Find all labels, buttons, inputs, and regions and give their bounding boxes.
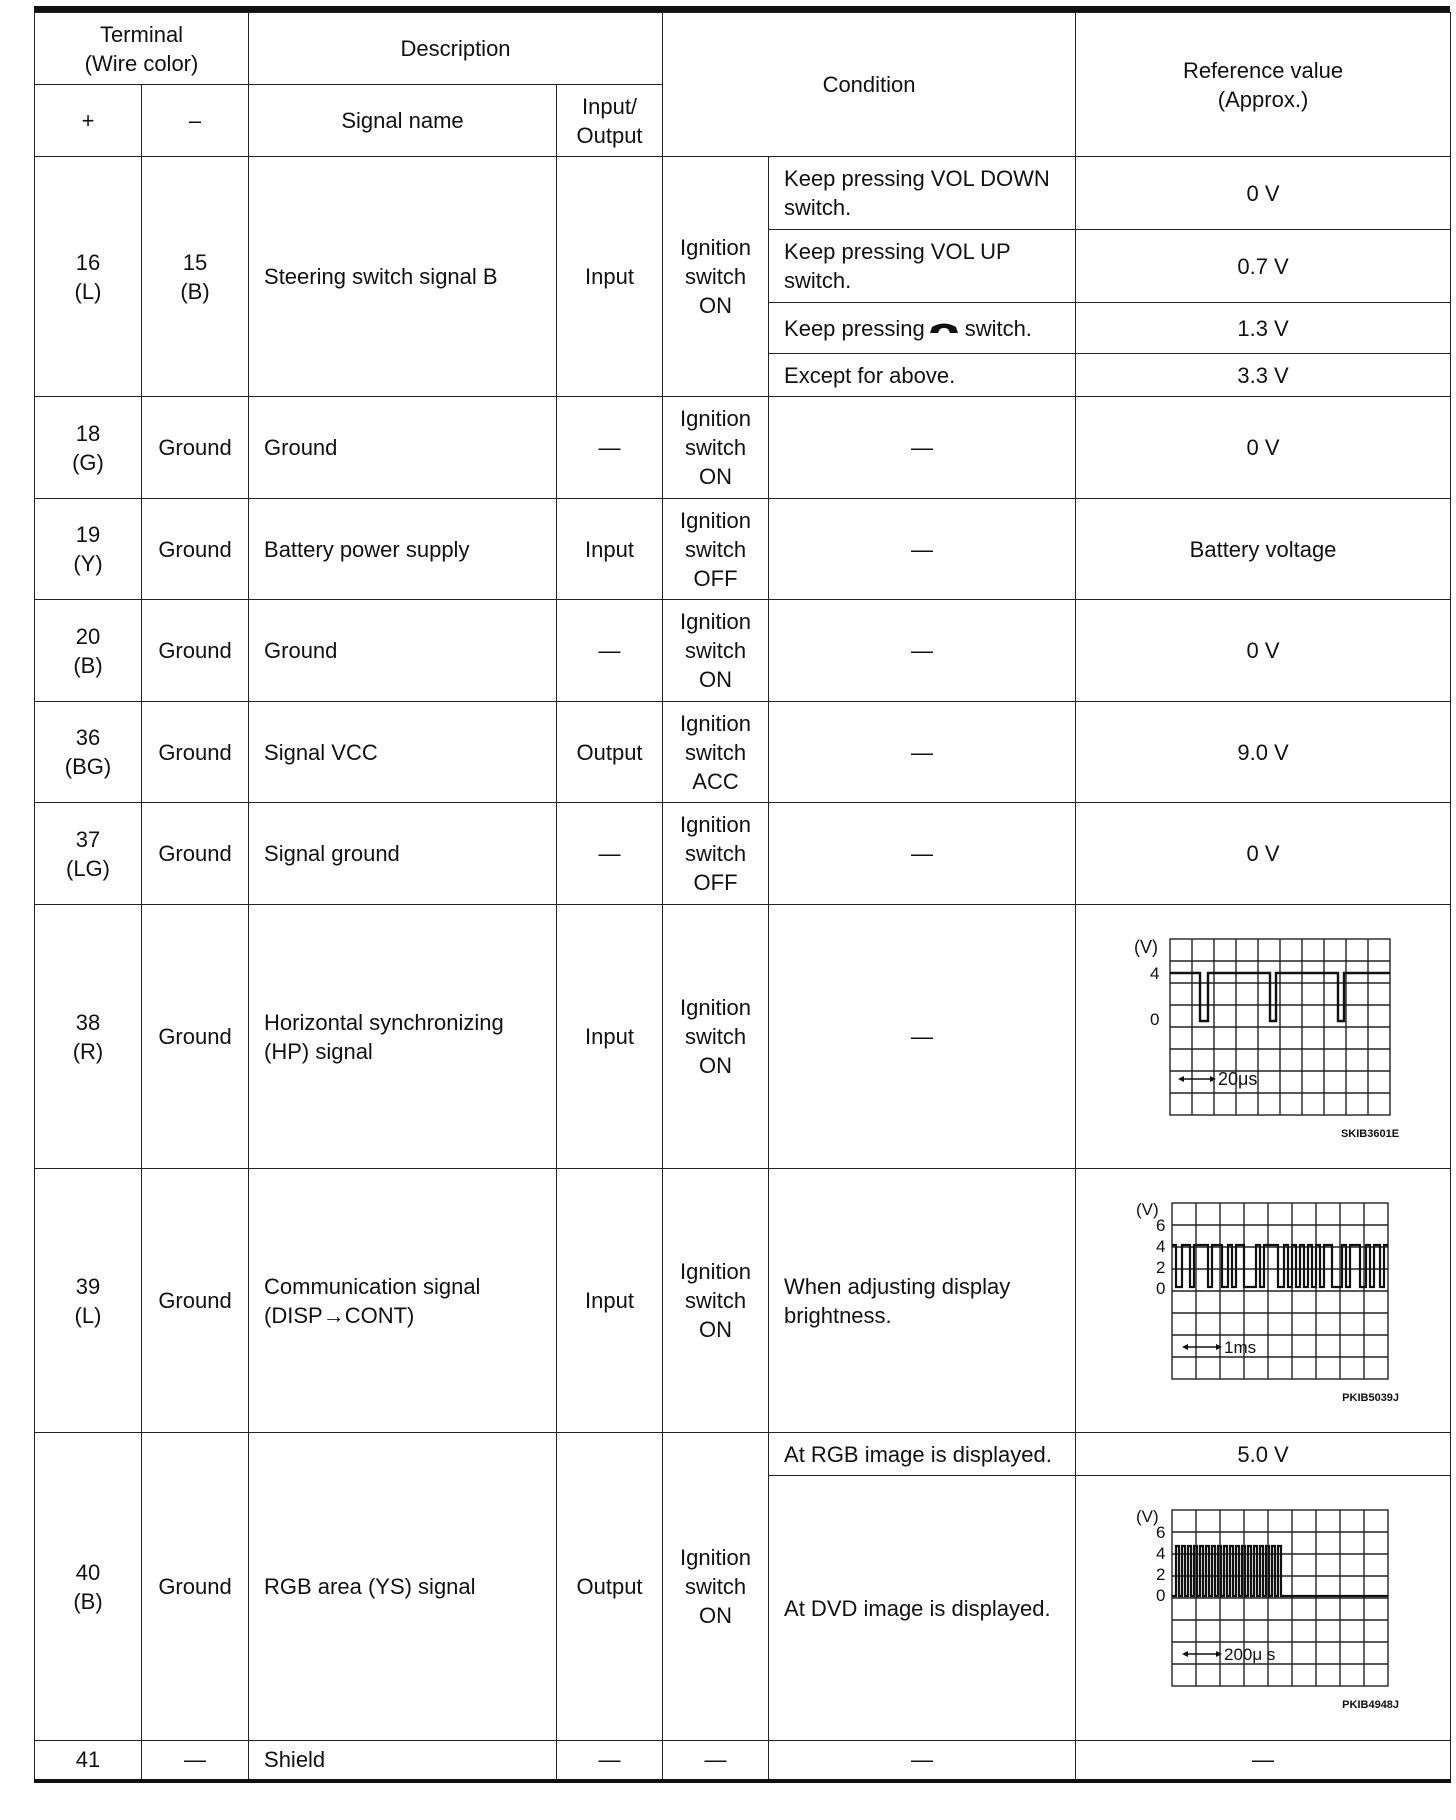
- waveform-grid: [1170, 939, 1390, 1115]
- wave-unit-label: (V): [1136, 1199, 1159, 1219]
- signal-name-cell: Horizontal synchronizing (HP) signal: [249, 905, 557, 1169]
- table-row: [35, 1433, 1451, 1476]
- ignition-cell: Ignition switch ON: [663, 1433, 769, 1741]
- condition-cell: At DVD image is displayed.: [769, 1476, 1076, 1741]
- terminal-cell: 39 (L): [35, 1169, 142, 1433]
- wave-y-tick: 4: [1156, 1544, 1166, 1563]
- value-cell: 9.0 V: [1076, 702, 1451, 803]
- io-cell: Output: [557, 702, 663, 803]
- wave-y-tick: 6: [1156, 1523, 1166, 1542]
- negative-terminal-cell: Ground: [142, 1169, 249, 1433]
- value-cell: 0 V: [1076, 600, 1451, 702]
- condition-cell: —: [769, 499, 1076, 600]
- negative-terminal-cell: —: [142, 1741, 249, 1781]
- negative-terminal-cell: Ground: [142, 1433, 249, 1741]
- header-plus: +: [35, 85, 142, 157]
- value-cell: —: [1076, 1741, 1451, 1781]
- io-cell: Input: [557, 157, 663, 397]
- ignition-cell: Ignition switch ON: [663, 600, 769, 702]
- ignition-cell: —: [663, 1741, 769, 1781]
- wave-y-tick: 2: [1156, 1257, 1166, 1277]
- io-cell: —: [557, 1741, 663, 1781]
- wave-y-tick: 2: [1156, 1565, 1166, 1584]
- communication-signal-trace: [1172, 1245, 1388, 1287]
- header-input-output: Input/ Output: [557, 85, 663, 157]
- io-cell: —: [557, 397, 663, 499]
- negative-terminal-cell: Ground: [142, 397, 249, 499]
- waveform-cell: [1076, 1476, 1451, 1741]
- io-cell: —: [557, 803, 663, 905]
- figure-id: PKIB5039J: [1342, 1391, 1400, 1404]
- wave-unit-label: (V): [1136, 1507, 1159, 1526]
- waveform-grid: [1172, 1203, 1388, 1379]
- header-signal-name: Signal name: [249, 85, 557, 157]
- figure-id: SKIB3601E: [1340, 1127, 1400, 1140]
- condition-cell: —: [769, 702, 1076, 803]
- terminal-reference-table: [34, 12, 1451, 1783]
- table-row: [35, 499, 1451, 600]
- io-cell: Input: [557, 1169, 663, 1433]
- condition-cell: Except for above.: [769, 354, 1076, 397]
- waveform-cell: [1076, 1169, 1451, 1433]
- signal-name-cell: Ground: [249, 397, 557, 499]
- rgb-area-signal-waveform: [1128, 1504, 1398, 1694]
- value-cell: Battery voltage: [1076, 499, 1451, 600]
- condition-cell: Keep pressing VOL DOWN switch.: [769, 157, 1076, 230]
- value-cell: 0 V: [1076, 803, 1451, 905]
- signal-name-cell: Ground: [249, 600, 557, 702]
- io-cell: Input: [557, 905, 663, 1169]
- wave-y-tick: 0: [1150, 1009, 1160, 1029]
- terminal-cell: 19 (Y): [35, 499, 142, 600]
- table-row: [35, 157, 1451, 230]
- waveform-grid: [1172, 1510, 1388, 1686]
- signal-name-cell: RGB area (YS) signal: [249, 1433, 557, 1741]
- hp-signal-waveform: [1128, 933, 1398, 1123]
- signal-name-cell: Signal VCC: [249, 702, 557, 803]
- io-cell: Output: [557, 1433, 663, 1741]
- condition-cell: —: [769, 600, 1076, 702]
- phone-icon: [929, 322, 959, 334]
- table-row: [35, 397, 1451, 499]
- value-cell: 3.3 V: [1076, 354, 1451, 397]
- condition-cell: —: [769, 397, 1076, 499]
- signal-name-cell: Signal ground: [249, 803, 557, 905]
- value-cell: 1.3 V: [1076, 303, 1451, 354]
- negative-terminal-cell: Ground: [142, 905, 249, 1169]
- terminal-cell: 20 (B): [35, 600, 142, 702]
- ignition-cell: Ignition switch ACC: [663, 702, 769, 803]
- terminal-cell: 38 (R): [35, 905, 142, 1169]
- io-cell: Input: [557, 499, 663, 600]
- signal-name-cell: Steering switch signal B: [249, 157, 557, 397]
- signal-name-cell: Battery power supply: [249, 499, 557, 600]
- ignition-cell: Ignition switch ON: [663, 905, 769, 1169]
- header-row-1: [35, 13, 1451, 85]
- wave-y-tick: 6: [1156, 1215, 1166, 1235]
- header-minus: –: [142, 85, 249, 157]
- condition-cell: —: [769, 1741, 1076, 1781]
- condition-cell: When adjusting display brightness.: [769, 1169, 1076, 1433]
- ignition-cell: Ignition switch ON: [663, 157, 769, 397]
- negative-terminal-cell: Ground: [142, 803, 249, 905]
- condition-cell: —: [769, 803, 1076, 905]
- header-condition: Condition: [663, 13, 1076, 157]
- table-row: [35, 1741, 1451, 1781]
- wave-scale-label: 200μ s: [1224, 1645, 1276, 1664]
- signal-name-cell: Communication signal (DISP→CONT): [249, 1169, 557, 1433]
- signal-name-cell: Shield: [249, 1741, 557, 1781]
- table-row: [35, 600, 1451, 702]
- header-reference-value: Reference value (Approx.): [1076, 13, 1451, 157]
- ignition-cell: Ignition switch ON: [663, 397, 769, 499]
- table-row: [35, 702, 1451, 803]
- value-cell: 0 V: [1076, 157, 1451, 230]
- io-cell: —: [557, 600, 663, 702]
- terminal-cell: 37 (LG): [35, 803, 142, 905]
- terminal-cell: 36 (BG): [35, 702, 142, 803]
- table-row: [35, 1169, 1451, 1433]
- wave-unit-label: (V): [1134, 936, 1159, 957]
- condition-cell: At RGB image is displayed.: [769, 1433, 1076, 1476]
- ignition-cell: Ignition switch OFF: [663, 803, 769, 905]
- wave-y-tick: 4: [1156, 1236, 1166, 1256]
- communication-signal-waveform: [1128, 1197, 1398, 1387]
- value-cell: 0.7 V: [1076, 230, 1451, 303]
- terminal-cell: 18 (G): [35, 397, 142, 499]
- condition-cell: Keep pressing VOL UP switch.: [769, 230, 1076, 303]
- wave-y-tick: 0: [1156, 1278, 1166, 1298]
- ignition-cell: Ignition switch OFF: [663, 499, 769, 600]
- terminal-cell: 40 (B): [35, 1433, 142, 1741]
- negative-terminal-cell: Ground: [142, 600, 249, 702]
- header-description: Description: [249, 13, 663, 85]
- negative-terminal-cell: Ground: [142, 702, 249, 803]
- negative-terminal-cell: Ground: [142, 499, 249, 600]
- negative-terminal-cell: 15 (B): [142, 157, 249, 397]
- wave-y-tick: 0: [1156, 1586, 1166, 1605]
- wave-scale-label: 1ms: [1224, 1337, 1257, 1357]
- terminal-table-page: [34, 6, 1450, 1783]
- value-cell: 5.0 V: [1076, 1433, 1451, 1476]
- table-row: [35, 803, 1451, 905]
- waveform-cell: [1076, 905, 1451, 1169]
- wave-scale-label: 20μs: [1218, 1068, 1258, 1089]
- terminal-cell: 41: [35, 1741, 142, 1781]
- table-row: [35, 905, 1451, 1169]
- value-cell: 0 V: [1076, 397, 1451, 499]
- condition-cell: Keep pressing switch.: [769, 303, 1076, 354]
- figure-id: PKIB4948J: [1342, 1699, 1400, 1711]
- condition-cell: —: [769, 905, 1076, 1169]
- terminal-cell: 16 (L): [35, 157, 142, 397]
- ignition-cell: Ignition switch ON: [663, 1169, 769, 1433]
- header-terminal: Terminal (Wire color): [35, 13, 249, 85]
- wave-y-tick: 4: [1150, 963, 1160, 983]
